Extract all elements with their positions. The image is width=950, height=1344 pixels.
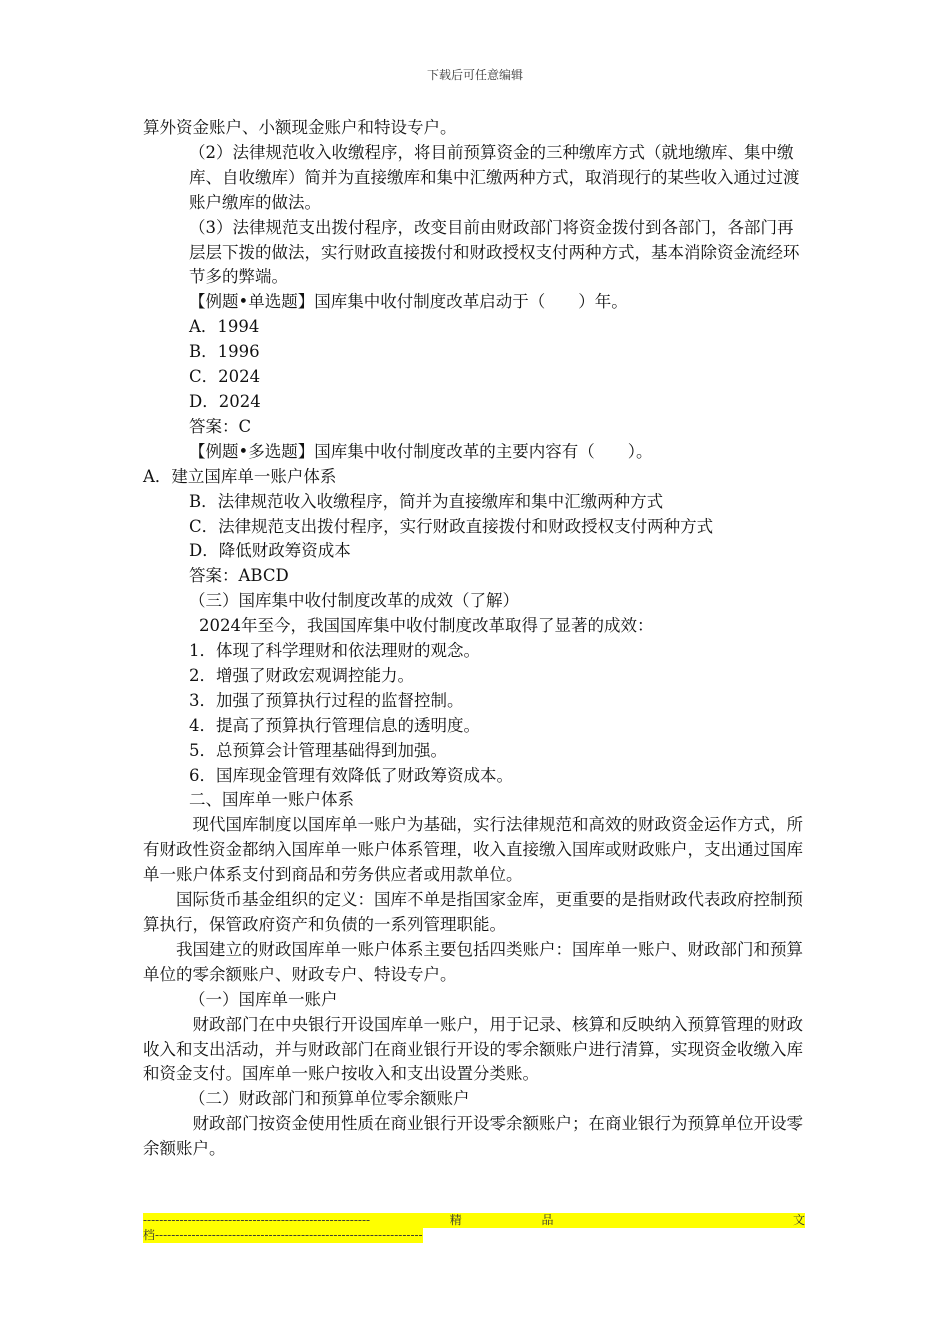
document-body: [143, 116, 805, 1162]
paragraph: D．2024: [189, 391, 261, 411]
paragraph: （2）法律规范收入收缴程序，将目前预算资金的三种缴库方式（就地缴库、集中缴库、自收缴库）简并为直接缴库和集中汇缴两种方式，取消现行的某些收入通过过渡账户缴库的做法。: [189, 142, 800, 212]
paragraph: 2024年至今，我国国库集中收付制度改革取得了显著的成效：: [199, 616, 654, 636]
paragraph: 二、国库单一账户体系: [189, 790, 354, 810]
paragraph: （二）财政部门和预算单位零余额账户: [189, 1089, 470, 1109]
footer-line-2: 档------------------------------------------------------------------: [143, 1228, 423, 1242]
paragraph: （3）法律规范支出拨付程序，改变目前由财政部门将资金拨付到各部门，各部门再层层下拨的做法，实行财政直接拨付和财政授权支付两种方式，基本消除资金流经环节多的弊端。: [189, 217, 800, 287]
paragraph: 答案：C: [189, 416, 252, 436]
paragraph: 5．总预算会计管理基础得到加强。: [189, 740, 447, 760]
paragraph: 财政部门按资金使用性质在商业银行开设零余额账户；在商业银行为预算单位开设零余额账户。: [143, 1114, 803, 1159]
paragraph: （一）国库单一账户: [189, 989, 338, 1009]
paragraph: 财政部门在中央银行开设国库单一账户，用于记录、核算和反映纳入预算管理的财政收入和支出活动，并与财政部门在商业银行开设的零余额账户进行清算，实现资金收缴入库和资金支付。国库单一账户按收入和支出设置分类账。: [143, 1014, 803, 1084]
paragraph: 6．国库现金管理有效降低了财政筹资成本。: [189, 765, 513, 785]
paragraph: 3．加强了预算执行过程的监督控制。: [189, 690, 464, 710]
paragraph: B．法律规范收入收缴程序，简并为直接缴库和集中汇缴两种方式: [189, 491, 664, 511]
footer-dashes: --------------------------------------------------------: [143, 1213, 371, 1227]
paragraph: 【例题•单选题】国库集中收付制度改革启动于（ ）年。: [189, 292, 628, 312]
paragraph: 1．体现了科学理财和依法理财的观念。: [189, 641, 480, 661]
paragraph: 【例题•多选题】国库集中收付制度改革的主要内容有（ ）。: [189, 441, 653, 461]
paragraph: （三）国库集中收付制度改革的成效（了解）: [189, 591, 519, 611]
paragraph: 算外资金账户、小额现金账户和特设专户。: [143, 118, 457, 137]
footer-char-3: 文: [792, 1213, 805, 1227]
paragraph: 国际货币基金组织的定义：国库不单是指国家金库，更重要的是指财政代表政府控制预算执行，保管政府资产和负债的一系列管理职能。: [143, 890, 803, 934]
page-footer: [143, 1213, 805, 1243]
paragraph: 4．提高了预算执行管理信息的透明度。: [189, 715, 480, 735]
footer-spacer: [633, 1213, 713, 1228]
paragraph: A．建立国库单一账户体系: [143, 466, 337, 486]
footer-line-1: [143, 1213, 805, 1228]
paragraph: C．法律规范支出拨付程序，实行财政直接拨付和财政授权支付两种方式: [189, 516, 714, 536]
paragraph: 我国建立的财政国库单一账户体系主要包括四类账户：国库单一账户、财政部门和预算单位的零余额账户、财政专户、特设专户。: [143, 939, 803, 984]
paragraph: 现代国库制度以国库单一账户为基础，实行法律规范和高效的财政资金运作方式，所有财政性资金都纳入国库单一账户体系管理，收入直接缴入国库或财政账户，支出通过国库单一账户体系支付到商品和劳务供应者或用款单位。: [143, 815, 803, 885]
paragraph: A．1994: [189, 317, 260, 337]
page-header: 下载后可任意编辑: [426, 68, 523, 82]
paragraph: C．2024: [189, 367, 261, 387]
footer-char-2: 品: [541, 1213, 554, 1227]
paragraph: D．降低财政筹资成本: [189, 541, 351, 561]
paragraph: B．1996: [189, 342, 260, 362]
paragraph: 答案：ABCD: [189, 566, 289, 586]
footer-char-1: 精: [449, 1213, 462, 1227]
paragraph: 2．增强了财政宏观调控能力。: [189, 665, 414, 685]
